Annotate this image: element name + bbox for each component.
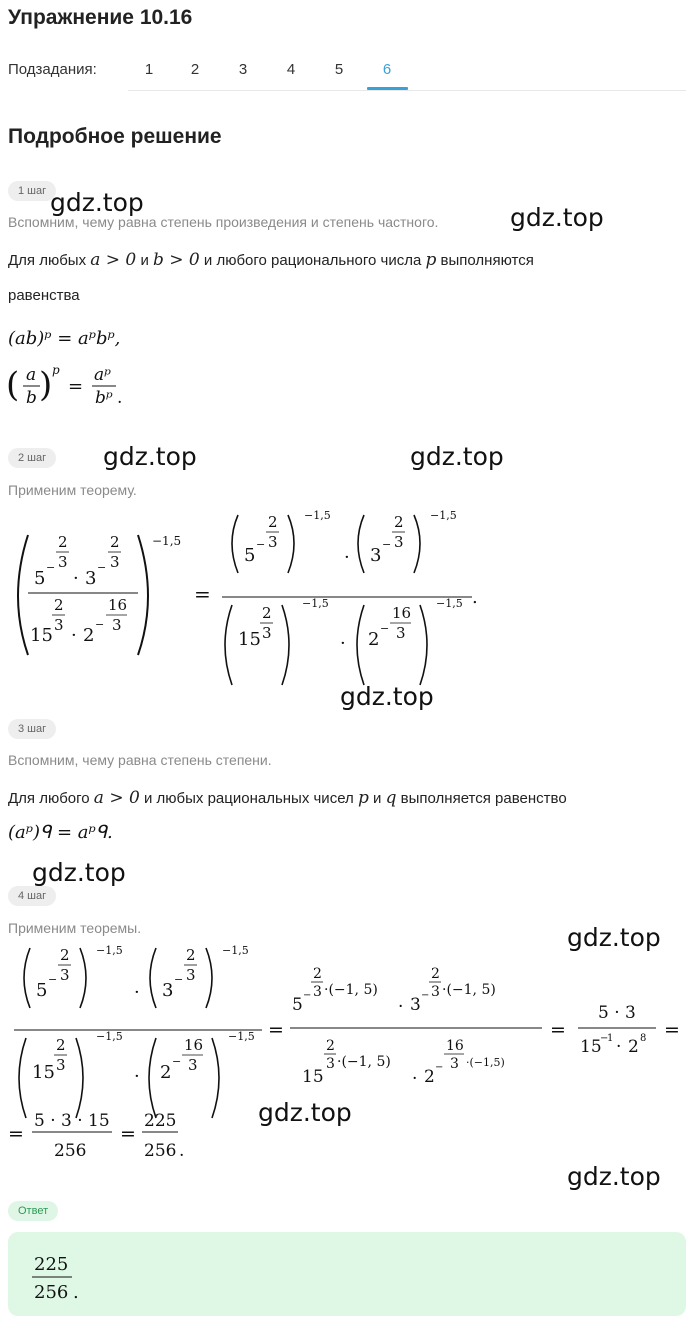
formula-power-of-quotient [6,360,136,416]
svg-text:5 · 3 · 15: 5 · 3 · 15 [34,1111,110,1131]
answer-badge: Ответ [8,1201,58,1221]
svg-text:2: 2 [628,1037,639,1057]
lhs-base-3: 3 [85,568,97,589]
svg-text:2: 2 [431,966,440,982]
svg-text:256: 256 [54,1141,87,1160]
svg-text:256: 256 [34,1282,69,1303]
svg-text:−: − [380,622,390,635]
formula-power-of-product: (ab)ᵖ = aᵖbᵖ, [8,328,121,349]
svg-text:3: 3 [450,1056,459,1072]
answer-box [8,1232,686,1316]
step-4-formula [6,940,690,1160]
svg-text:·(−1, 5): ·(−1, 5) [337,1054,391,1070]
svg-text:−: − [172,1055,182,1068]
svg-text:·(−1,5): ·(−1,5) [466,1056,505,1069]
svg-text:−1,5: −1,5 [302,597,329,610]
svg-text:2: 2 [313,966,322,982]
svg-text:aᵖ: aᵖ [94,365,111,385]
svg-text:−: − [95,618,105,631]
tab-2[interactable]: 2 [190,61,200,78]
svg-text:3: 3 [396,624,406,642]
watermark: gdz.top [32,858,126,887]
watermark: gdz.top [103,442,197,471]
svg-text:3: 3 [326,1056,335,1072]
svg-text:−: − [174,973,184,986]
step-2-hint: Применим теорему. [8,482,137,498]
svg-text:225: 225 [144,1111,177,1131]
svg-text:·: · [71,625,77,646]
svg-text:3: 3 [188,1056,198,1074]
svg-text:·(−1, 5): ·(−1, 5) [442,982,496,998]
svg-text:bᵖ: bᵖ [95,388,113,408]
svg-text:.: . [73,1282,79,1303]
subtasks-label: Подзадания: [8,61,97,78]
step-1-text-line2: равенства [8,287,80,304]
step-1-hint: Вспомним, чему равна степень произведения и степень частного. [8,214,439,230]
watermark: gdz.top [50,188,144,217]
svg-text:a: a [26,365,37,385]
svg-text:): ) [39,365,53,405]
step-2-badge: 2 шаг [8,448,56,468]
svg-text:2: 2 [54,596,64,614]
watermark: gdz.top [340,682,434,711]
svg-text:−1,5: −1,5 [430,509,457,522]
svg-text:·: · [73,568,79,589]
step-4-badge: 4 шаг [8,886,56,906]
svg-text:=: = [194,582,211,606]
svg-text:−1,5: −1,5 [152,534,182,548]
watermark: gdz.top [410,442,504,471]
svg-text:−1,5: −1,5 [222,944,249,957]
svg-text:.: . [179,1141,185,1160]
svg-text:·: · [134,1066,140,1087]
svg-text:2: 2 [160,1062,172,1083]
formula-power-of-power: (aᵖ)ᑫ = aᵖᑫ. [8,822,113,843]
svg-text:.: . [117,388,123,408]
tab-3[interactable]: 3 [238,61,248,78]
svg-text:3: 3 [431,984,440,1000]
svg-text:·: · [344,547,350,568]
svg-text:2: 2 [56,1036,66,1054]
step-3-badge: 3 шаг [8,719,56,739]
svg-text:5: 5 [36,980,48,1001]
svg-text:·: · [134,982,140,1003]
watermark: gdz.top [258,1098,352,1127]
tab-5[interactable]: 5 [334,61,344,78]
svg-text:b: b [26,388,37,408]
svg-text:15: 15 [32,1062,55,1083]
svg-text:=: = [550,1019,566,1041]
svg-text:(: ( [6,365,20,405]
svg-text:3: 3 [410,995,421,1015]
svg-text:2: 2 [268,513,278,531]
watermark: gdz.top [510,203,604,232]
svg-text:15: 15 [302,1067,324,1087]
svg-text:5: 5 [292,995,303,1015]
svg-text:2: 2 [58,533,68,551]
svg-text:=: = [120,1123,136,1145]
svg-text:·: · [340,633,346,654]
svg-text:2: 2 [60,946,70,964]
svg-text:3: 3 [268,533,278,551]
svg-text:2: 2 [262,604,272,622]
page-title: Упражнение 10.16 [8,6,193,29]
active-tab-indicator [367,87,408,90]
svg-text:15: 15 [238,629,261,650]
lhs-base-2: 2 [83,625,95,646]
svg-text:−1,5: −1,5 [228,1030,255,1043]
svg-text:−: − [46,561,56,574]
lhs-base-15: 15 [30,625,53,646]
solution-title: Подробное решение [8,125,222,148]
svg-text:2: 2 [368,629,380,650]
svg-text:16: 16 [108,596,128,614]
svg-text:5 · 3: 5 · 3 [598,1003,636,1023]
svg-text:−1,5: −1,5 [96,944,123,957]
step-2-formula [6,505,486,690]
svg-text:−: − [303,990,312,1001]
svg-text:−: − [435,1062,444,1073]
svg-text:2: 2 [326,1038,335,1054]
svg-text:8: 8 [640,1033,647,1044]
svg-text:−1,5: −1,5 [96,1030,123,1043]
svg-text:·: · [616,1037,622,1057]
svg-text:·(−1, 5): ·(−1, 5) [324,982,378,998]
svg-text:3: 3 [394,533,404,551]
svg-text:16: 16 [446,1038,464,1054]
svg-text:−1,5: −1,5 [436,597,463,610]
subtask-tabs [128,50,686,91]
svg-text:3: 3 [162,980,174,1001]
svg-text:3: 3 [54,616,64,634]
svg-text:16: 16 [184,1036,204,1054]
svg-text:5: 5 [244,545,256,566]
svg-text:p: p [52,363,60,377]
svg-text:16: 16 [392,604,412,622]
svg-text:3: 3 [110,553,120,571]
svg-text:−: − [421,990,430,1001]
step-1-badge: 1 шаг [8,181,56,201]
svg-text:3: 3 [186,966,196,984]
tab-4[interactable]: 4 [286,61,296,78]
svg-text:−: − [48,973,58,986]
svg-text:2: 2 [186,946,196,964]
step-4-hint: Применим теоремы. [8,920,142,936]
svg-text:2: 2 [110,533,120,551]
svg-text:1: 1 [607,1033,614,1044]
step-3-text: Для любого a > 0 и любых рациональных чисел p и q выполняется равенство [8,788,567,808]
tab-6[interactable]: 6 [382,61,392,78]
svg-text:−: − [382,538,392,551]
watermark: gdz.top [567,1162,661,1191]
svg-text:=: = [268,1019,284,1041]
step-1-text: Для любых a > 0 и b > 0 и любого рационального числа p выполняются [8,250,534,270]
watermark: gdz.top [567,923,661,952]
svg-text:=: = [68,376,84,397]
svg-text:3: 3 [262,624,272,642]
svg-text:.: . [472,587,478,608]
svg-text:=: = [664,1019,680,1041]
svg-text:3: 3 [313,984,322,1000]
svg-text:3: 3 [112,616,122,634]
svg-text:2: 2 [424,1067,435,1087]
answer-fraction [30,1248,110,1308]
step-3-hint: Вспомним, чему равна степень степени. [8,752,272,768]
svg-text:2: 2 [394,513,404,531]
lhs-base-5: 5 [34,568,46,589]
tab-1[interactable]: 1 [144,61,154,78]
svg-text:·: · [412,1069,418,1089]
svg-text:3: 3 [370,545,382,566]
svg-text:−: − [256,538,266,551]
svg-text:−1,5: −1,5 [304,509,331,522]
svg-text:=: = [8,1123,24,1145]
svg-text:15: 15 [580,1037,602,1057]
svg-text:3: 3 [60,966,70,984]
svg-text:·: · [398,997,404,1017]
svg-text:−: − [600,1033,609,1044]
svg-text:256: 256 [144,1141,177,1160]
svg-text:225: 225 [34,1254,69,1275]
svg-text:−: − [97,561,107,574]
svg-text:3: 3 [56,1056,66,1074]
svg-text:3: 3 [58,553,68,571]
